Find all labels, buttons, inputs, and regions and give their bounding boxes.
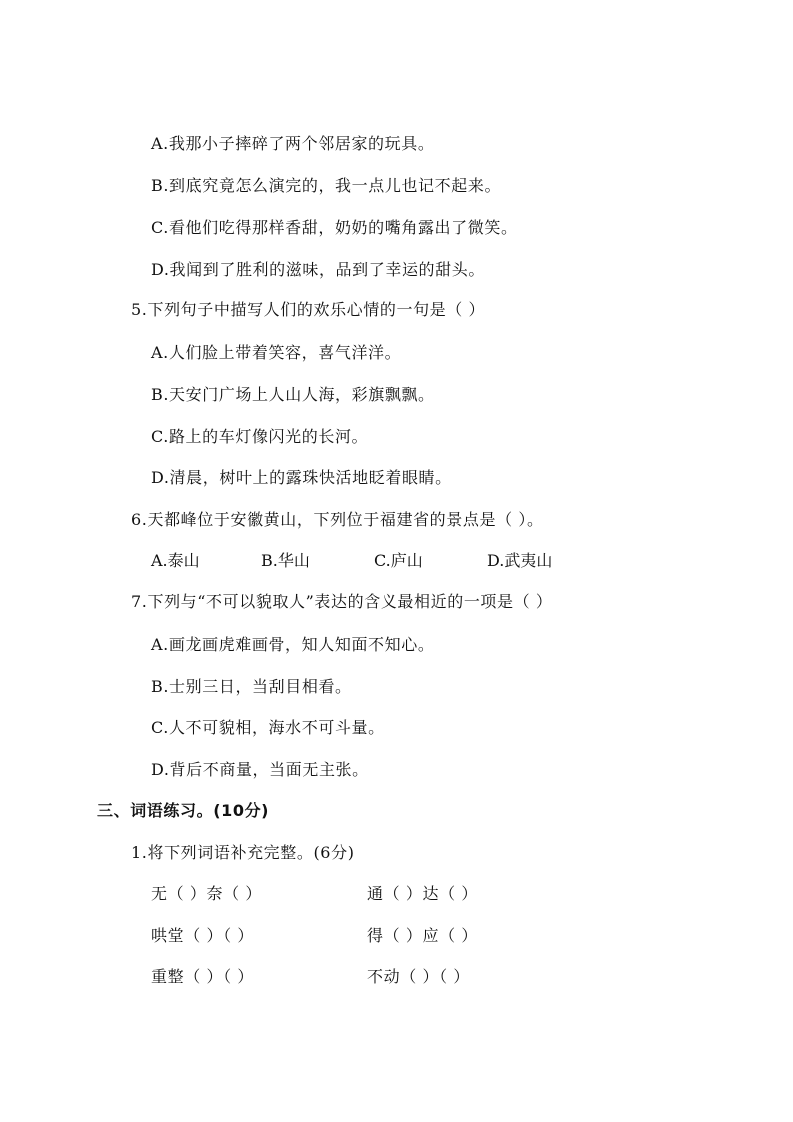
q4-option-b: B.到底究竟怎么演完的，我一点儿也记不起来。	[151, 176, 502, 195]
q6-option-b: B.华山	[261, 551, 310, 570]
fill-blank-word-3[interactable]: 哄堂（ ）（ ）	[151, 926, 254, 945]
q5-option-b: B.天安门广场上人山人海，彩旗飘飘。	[151, 385, 435, 404]
fill-blank-word-6[interactable]: 不动（ ）（ ）	[367, 967, 470, 986]
fill-blank-word-1[interactable]: 无（ ）奈（ ）	[151, 884, 262, 903]
fill-blank-word-4[interactable]: 得（ ）应（ ）	[367, 926, 478, 945]
q5-option-d: D.清晨，树叶上的露珠快活地眨着眼睛。	[151, 468, 452, 487]
q5-option-c: C.路上的车灯像闪光的长河。	[151, 427, 369, 446]
q7-option-b: B.士别三日，当刮目相看。	[151, 677, 352, 696]
q6-option-a: A.泰山	[151, 551, 200, 570]
q7-option-d: D.背后不商量，当面无主张。	[151, 760, 369, 779]
q5-stem: 5.下列句子中描写人们的欢乐心情的一句是（ ）	[131, 300, 486, 319]
q6-stem: 6.天都峰位于安徽黄山，下列位于福建省的景点是（ ）。	[131, 510, 544, 529]
q6-option-c: C.庐山	[374, 551, 423, 570]
q7-stem: 7.下列与“不可以貌取人”表达的含义最相近的一项是（ ）	[131, 592, 553, 611]
q6-option-d: D.武夷山	[487, 551, 553, 570]
fill-blank-word-2[interactable]: 通（ ）达（ ）	[367, 884, 478, 903]
q4-option-a: A.我那小子摔碎了两个邻居家的玩具。	[151, 134, 435, 153]
q5-option-a: A.人们脸上带着笑容，喜气洋洋。	[151, 343, 402, 362]
q4-option-d: D.我闻到了胜利的滋味，品到了幸运的甜头。	[151, 260, 485, 279]
q4-option-c: C.看他们吃得那样香甜，奶奶的嘴角露出了微笑。	[151, 218, 518, 237]
section-3-q1-stem: 1.将下列词语补充完整。(6分)	[131, 843, 355, 862]
q7-option-a: A.画龙画虎难画骨，知人知面不知心。	[151, 635, 435, 654]
fill-blank-word-5[interactable]: 重整（ ）（ ）	[151, 967, 254, 986]
section-3-title: 三、词语练习。(10分)	[97, 801, 270, 820]
q7-option-c: C.人不可貌相，海水不可斗量。	[151, 718, 385, 737]
